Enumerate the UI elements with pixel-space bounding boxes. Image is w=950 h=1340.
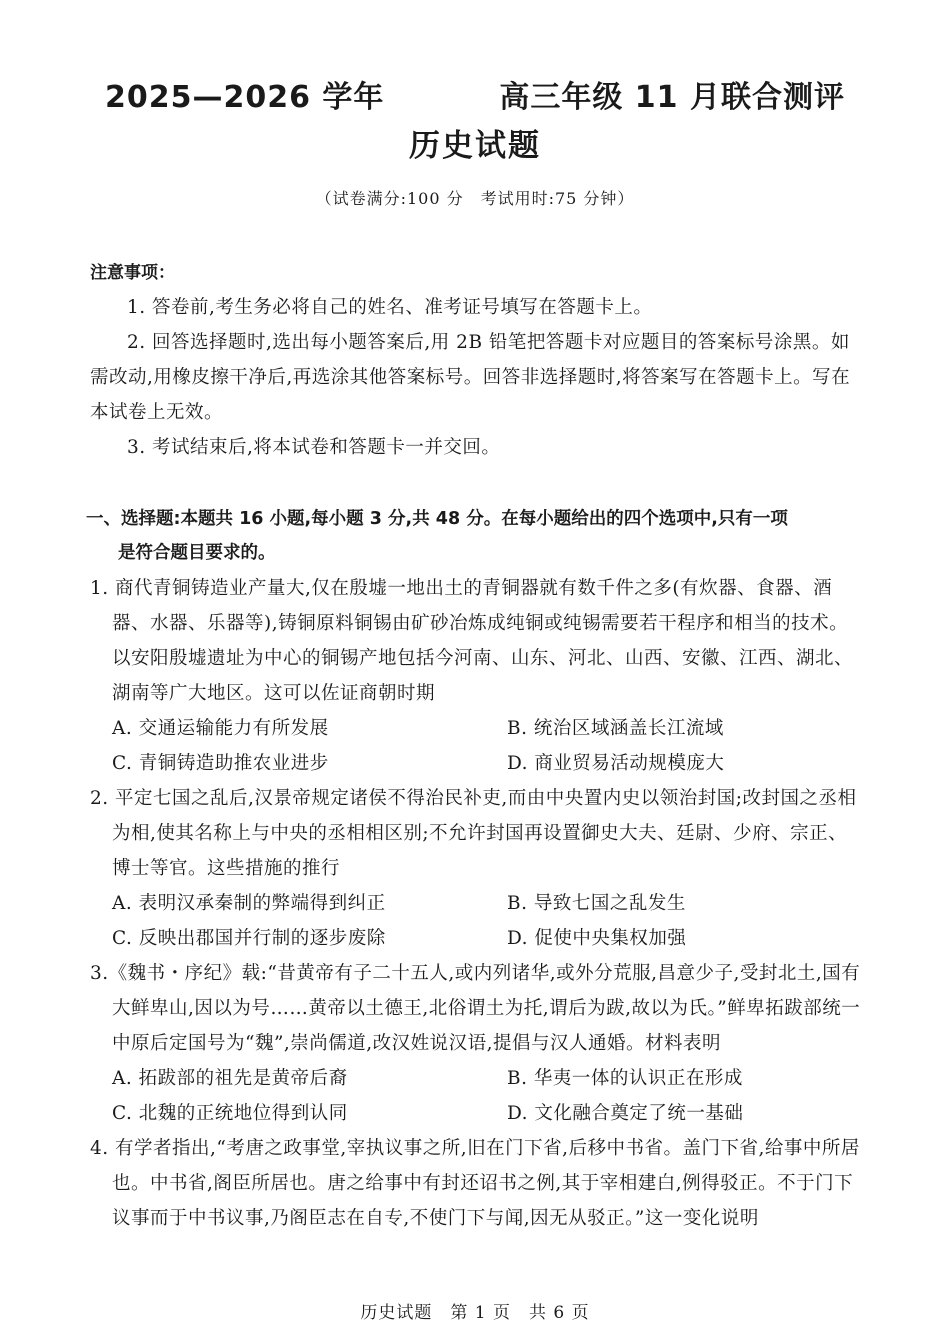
exam-info: （试卷满分:100 分 考试用时:75 分钟） (315, 189, 635, 208)
option-a: A. 交通运输能力有所发展 (112, 718, 329, 739)
option-c: C. 反映出郡国并行制的逐步废除 (112, 928, 386, 949)
option-d: D. 商业贸易活动规模庞大 (507, 753, 725, 774)
option-b: B. 统治区域涵盖长江流域 (507, 718, 724, 739)
notice-item: 1. 答卷前,考生务必将自己的姓名、准考证号填写在答题卡上。 (127, 297, 653, 318)
option-a: A. 拓跋部的祖先是黄帝后裔 (112, 1068, 348, 1089)
option-list (90, 886, 865, 956)
question-list (90, 571, 865, 1236)
option-c: C. 北魏的正统地位得到认同 (112, 1103, 348, 1124)
notice-heading: 注意事项： (90, 263, 175, 283)
section-heading-line: 一、选择题:本题共 16 小题,每小题 3 分,共 48 分。在每小题给出的四个选项中,只有一项 (86, 509, 788, 529)
option-a: A. 表明汉承秦制的弊端得到纠正 (112, 893, 386, 914)
question-stem: 3.《魏书・序纪》载:“昔黄帝有子二十五人,或内列诸华,或外分荒服,昌意少子,受封北土,国有大鲜卑山,因以为号……黄帝以土德王,北俗谓土为托,谓后为跋,故以为氏。”鲜卑拓跋部统一中原后定国号为“魏”,崇尚儒道,改汉姓说汉语,提倡与汉人通婚。材料表明 (90, 963, 861, 1054)
notice-item: 2. 回答选择题时,选出每小题答案后,用 2B 铅笔把答题卡对应题目的答案标号涂黑。如需改动,用橡皮擦干净后,再选涂其他答案标号。回答非选择题时,将答案写在答题卡上。写在本试卷上无效。 (90, 332, 851, 423)
notice-item: 3. 考试结束后,将本试卷和答题卡一并交回。 (127, 437, 501, 458)
exam-header (105, 72, 845, 116)
question-4 (90, 1131, 865, 1236)
option-c: C. 青铜铸造助推农业进步 (112, 753, 329, 774)
question-2 (90, 781, 865, 956)
option-b: B. 华夷一体的认识正在形成 (507, 1068, 743, 1089)
option-list (90, 1061, 865, 1131)
notice-list (90, 290, 860, 465)
subject-title: 历史试题 (409, 128, 541, 164)
option-b: B. 导致七国之乱发生 (507, 893, 686, 914)
question-stem: 4. 有学者指出,“考唐之政事堂,宰执议事之所,旧在门下省,后移中书省。盖门下省,给事中所居也。中书省,阁臣所居也。唐之给事中有封还诏书之例,其于宰相建白,例得驳正。不于门下议事而于中书议事,乃阁臣志在自专,不使门下与闻,因无从驳正。”这一变化说明 (90, 1138, 860, 1229)
school-year: 2025—2026 学年 (105, 80, 385, 115)
section-heading (86, 502, 866, 570)
question-stem: 2. 平定七国之乱后,汉景帝规定诸侯不得治民补吏,而由中央置内史以领治封国;改封国之丞相为相,使其名称上与中央的丞相相区别;不允许封国再设置御史大夫、廷尉、少府、宗正、博士等官。这些措施的推行 (90, 788, 857, 879)
page-footer: 历史试题 第 1 页 共 6 页 (360, 1303, 590, 1323)
question-3 (90, 956, 865, 1131)
question-stem: 1. 商代青铜铸造业产量大,仅在殷墟一地出土的青铜器就有数千件之多(有炊器、食器、酒器、水器、乐器等),铸铜原料铜锡由矿砂冶炼成纯铜或纯锡需要若干程序和相当的技术。以安阳殷墟遗址为中心的铜锡产地包括今河南、山东、河北、山西、安徽、江西、湖北、湖南等广大地区。这可以佐证商朝时期 (90, 578, 854, 704)
section-heading-line: 是符合题目要求的。 (118, 543, 276, 563)
exam-name: 高三年级 11 月联合测评 (499, 80, 845, 115)
question-1 (90, 571, 865, 781)
option-d: D. 文化融合奠定了统一基础 (507, 1103, 744, 1124)
option-list (90, 711, 865, 781)
option-d: D. 促使中央集权加强 (507, 928, 687, 949)
